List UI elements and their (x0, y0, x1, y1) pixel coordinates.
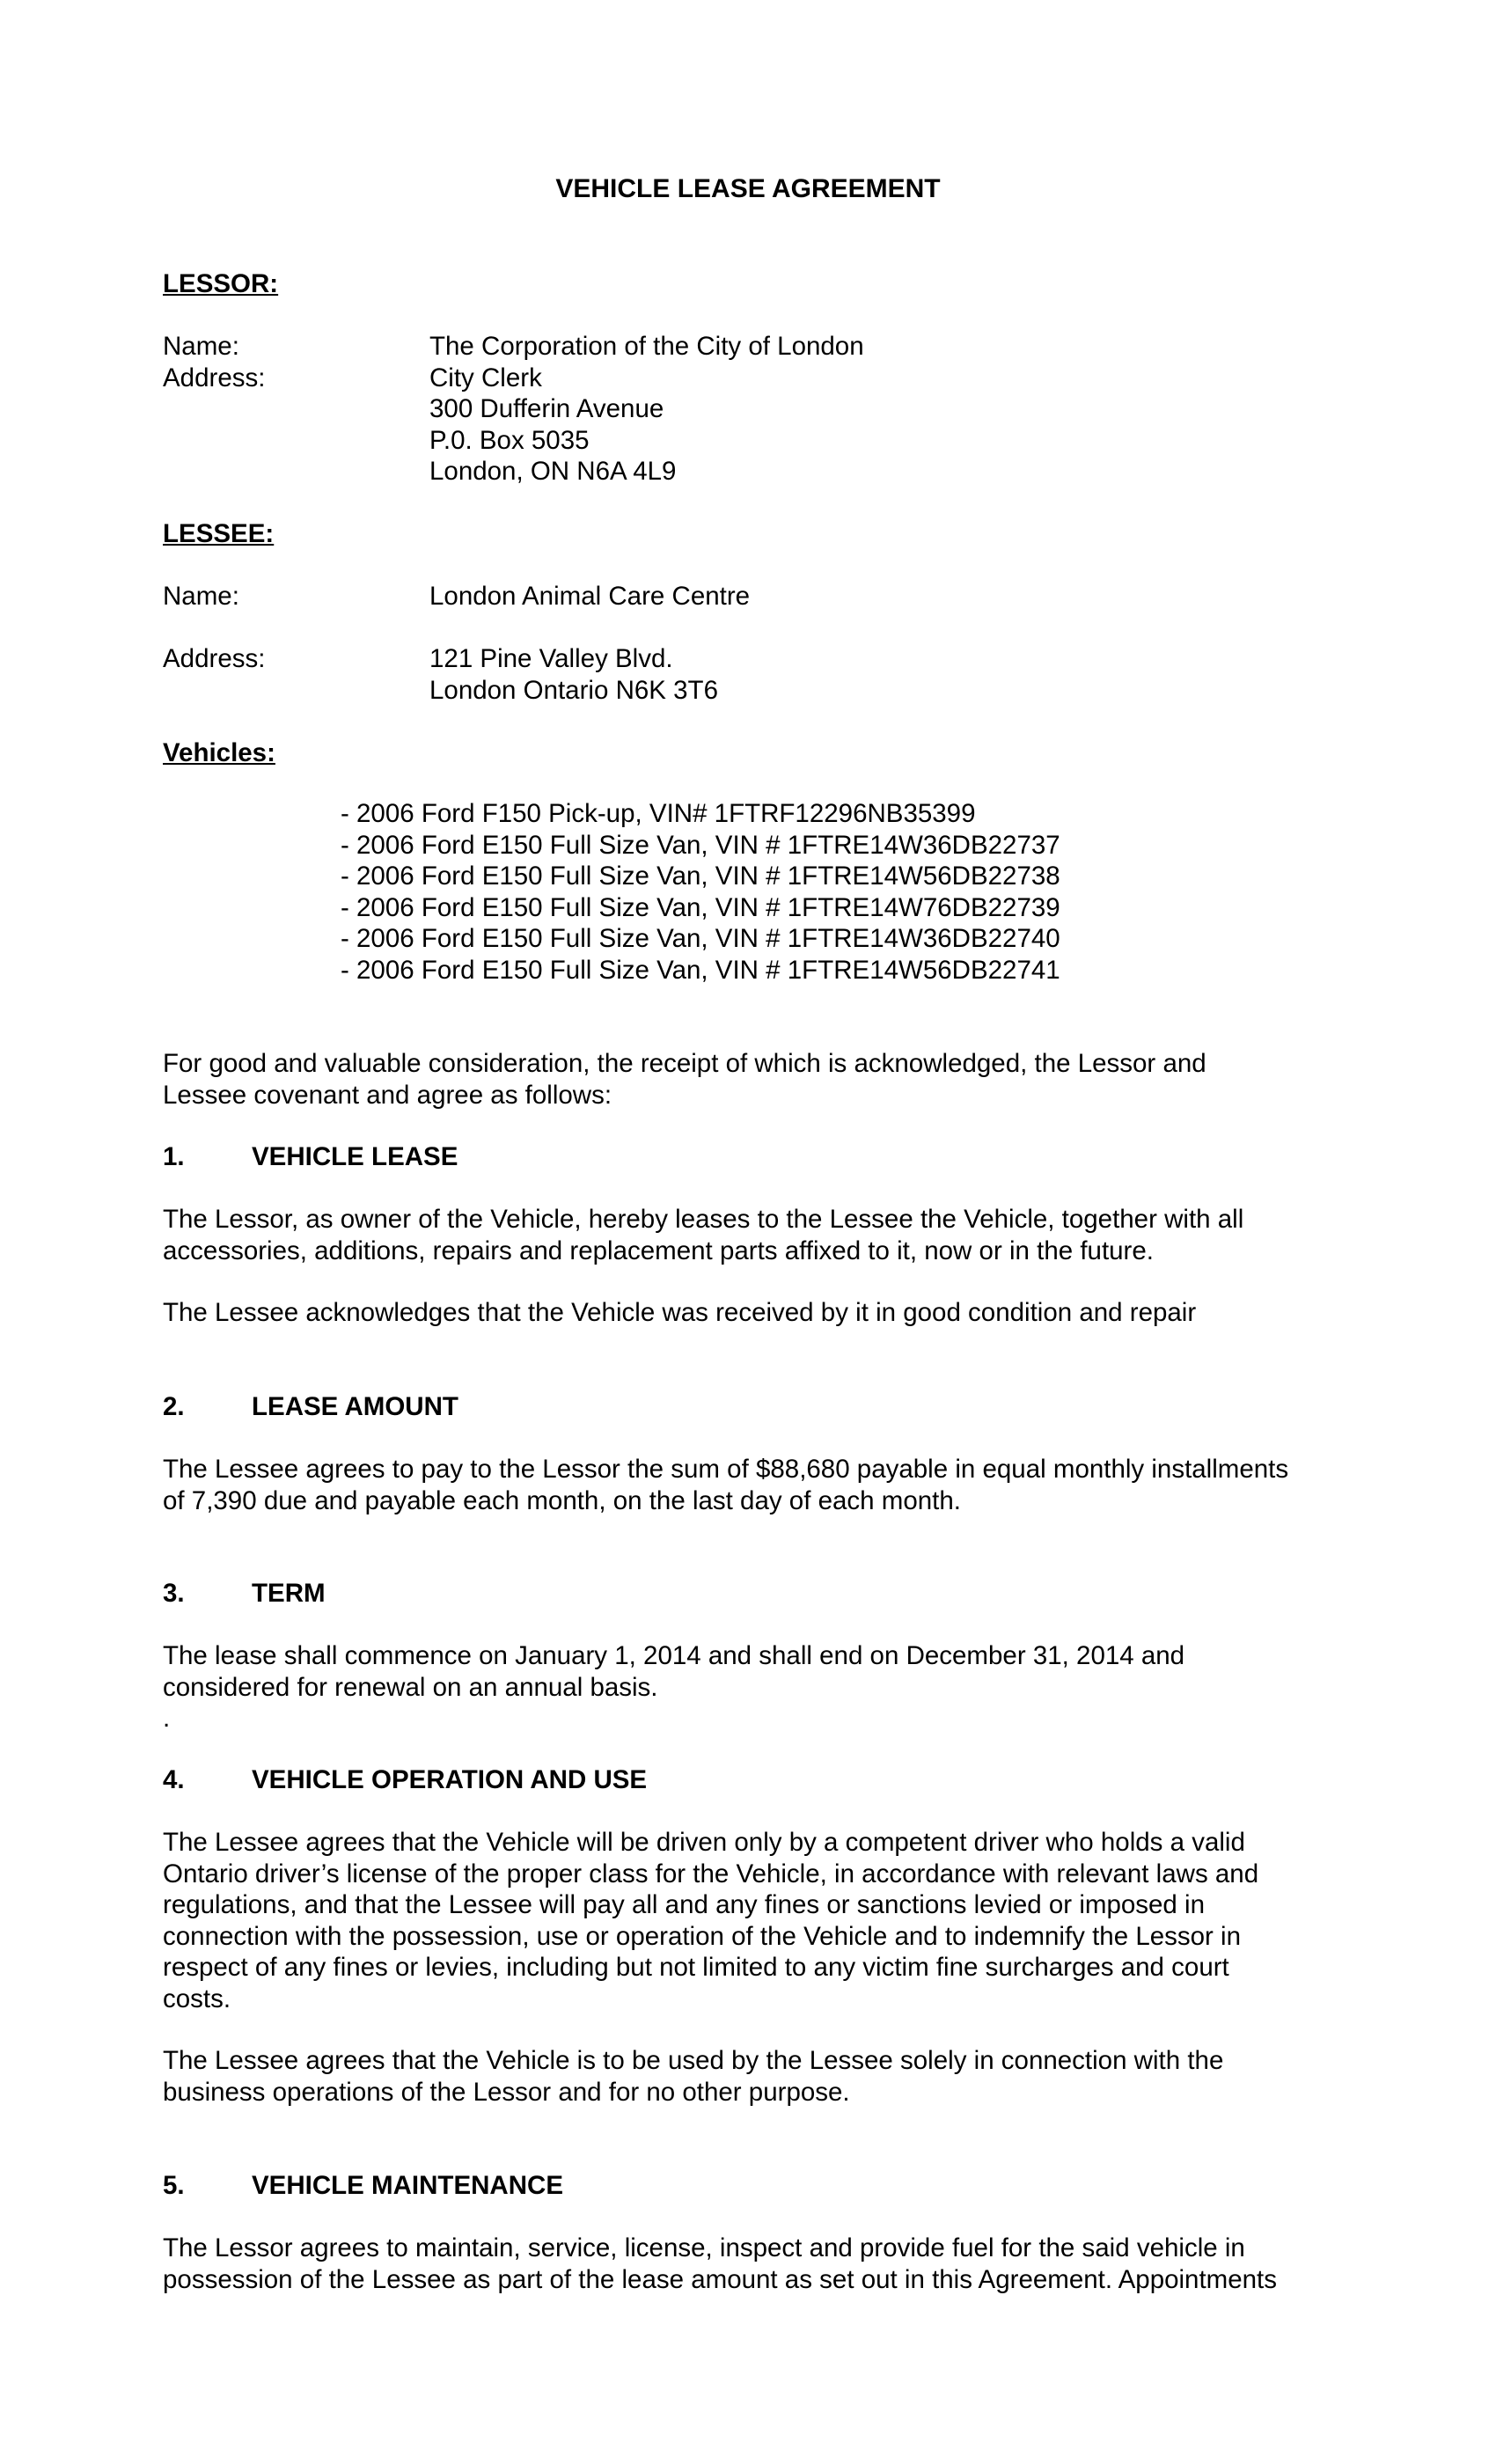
section-title: TERM (252, 1579, 326, 1608)
section-number: 2. (163, 1392, 185, 1421)
section-title: VEHICLE OPERATION AND USE (252, 1765, 648, 1794)
section-number: 1. (163, 1142, 185, 1171)
vehicles-section (163, 737, 1342, 769)
lessee-name-value: London Animal Care Centre (429, 582, 751, 611)
paragraph-line: connection with the possession, use or operation of the Vehicle and to indemnify the Lessor in (163, 1921, 1242, 1951)
paragraph-line: possession of the Lessee as part of the lease amount as set out in this Agreement. Appointments (163, 2264, 1277, 2294)
section-3-paragraph-1 (163, 1640, 1360, 1734)
paragraph-line: For good and valuable consideration, the receipt of which is acknowledged, the Lessor and (163, 1049, 1206, 1078)
section-number: 3. (163, 1579, 185, 1608)
vehicle-item: - 2006 Ford E150 Full Size Van, VIN # 1FTRE14W36DB22740 (341, 924, 1060, 953)
paragraph-line: . (163, 1704, 171, 1733)
paragraph-line: business operations of the Lessor and for no other purpose. (163, 2077, 850, 2107)
lessee-name-row (163, 581, 1342, 612)
lessor-name-value: The Corporation of the City of London (429, 332, 864, 361)
paragraph-line: The Lessee agrees that the Vehicle is to be used by the Lessee solely in connection with the (163, 2046, 1224, 2075)
lessor-address-key: Address: (163, 363, 266, 392)
vehicle-item: - 2006 Ford E150 Full Size Van, VIN # 1FTRE14W76DB22739 (341, 892, 1060, 922)
lessor-section (163, 268, 1342, 300)
paragraph-line: respect of any fines or levies, including but not limited to any victim fine surcharges and court (163, 1953, 1229, 1982)
section-1-paragraph-1 (163, 1204, 1360, 1266)
section-heading-1 (163, 1141, 458, 1173)
vehicle-item: - 2006 Ford E150 Full Size Van, VIN # 1FTRE14W56DB22741 (341, 955, 1060, 985)
section-4-paragraph-2 (163, 2045, 1360, 2108)
section-number: 4. (163, 1765, 185, 1794)
lessor-address-line: P.0. Box 5035 (429, 425, 590, 455)
lessor-label: LESSOR: (163, 269, 279, 298)
vehicles-label: Vehicles: (163, 738, 275, 767)
paragraph-line: Lessee covenant and agree as follows: (163, 1080, 612, 1110)
lessee-name-key: Name: (163, 582, 239, 611)
vehicle-item: - 2006 Ford E150 Full Size Van, VIN # 1FTRE14W36DB22737 (341, 830, 1060, 860)
paragraph-line: The lease shall commence on January 1, 2014 and shall end on December 31, 2014 and (163, 1641, 1185, 1670)
lessor-address-row (163, 363, 1342, 488)
paragraph-line: The Lessee agrees that the Vehicle will be driven only by a competent driver who holds a valid (163, 1828, 1245, 1857)
section-heading-5 (163, 2170, 563, 2202)
vehicle-list (341, 798, 1397, 986)
paragraph-line: The Lessee acknowledges that the Vehicle was received by it in good condition and repair (163, 1298, 1197, 1327)
section-title: VEHICLE LEASE (252, 1142, 458, 1171)
lessee-address-line: London Ontario N6K 3T6 (429, 675, 718, 705)
section-heading-2 (163, 1391, 458, 1423)
paragraph-line: The Lessor, as owner of the Vehicle, hereby leases to the Lessee the Vehicle, together with all (163, 1205, 1244, 1234)
lessor-address-line: City Clerk (429, 363, 542, 392)
lessor-address-line: London, ON N6A 4L9 (429, 457, 677, 486)
lessee-address-row (163, 643, 1342, 706)
paragraph-line: costs. (163, 1984, 231, 2013)
vehicle-item: - 2006 Ford F150 Pick-up, VIN# 1FTRF12296NB35399 (341, 799, 976, 828)
lessor-details (163, 331, 1342, 488)
section-heading-4 (163, 1764, 647, 1796)
lessor-name-row (163, 331, 1342, 363)
paragraph-line: considered for renewal on an annual basis. (163, 1672, 658, 1702)
section-4-paragraph-1 (163, 1827, 1360, 2014)
lessee-address-line: 121 Pine Valley Blvd. (429, 644, 673, 673)
paragraph-line: of 7,390 due and payable each month, on the last day of each month. (163, 1485, 961, 1515)
paragraph-line: Ontario driver’s license of the proper class for the Vehicle, in accordance with relevant laws and (163, 1859, 1259, 1888)
lessee-section (163, 518, 1342, 550)
paragraph-line: accessories, additions, repairs and replacement parts affixed to it, now or in the future. (163, 1236, 1154, 1265)
section-2-paragraph-1 (163, 1454, 1360, 1516)
section-number: 5. (163, 2171, 185, 2200)
section-title: VEHICLE MAINTENANCE (252, 2171, 564, 2200)
intro-paragraph (163, 1048, 1360, 1111)
section-title: LEASE AMOUNT (252, 1392, 458, 1421)
lessee-address-key: Address: (163, 644, 266, 673)
vehicle-item: - 2006 Ford E150 Full Size Van, VIN # 1FTRE14W56DB22738 (341, 862, 1060, 891)
lessee-label: LESSEE: (163, 519, 275, 548)
section-5-paragraph-1 (163, 2233, 1360, 2295)
section-1-paragraph-2 (163, 1297, 1360, 1329)
paragraph-line: The Lessee agrees to pay to the Lessor the sum of $88,680 payable in equal monthly installments (163, 1455, 1289, 1484)
paragraph-line: The Lessor agrees to maintain, service, license, inspect and provide fuel for the said vehicle in (163, 2233, 1245, 2262)
paragraph-line: regulations, and that the Lessee will pay all and any fines or sanctions levied or imposed in (163, 1890, 1205, 1919)
lessor-address-line: 300 Dufferin Avenue (429, 394, 664, 423)
document-title: VEHICLE LEASE AGREEMENT (555, 174, 941, 203)
section-heading-3 (163, 1578, 326, 1610)
lessor-name-key: Name: (163, 332, 239, 361)
